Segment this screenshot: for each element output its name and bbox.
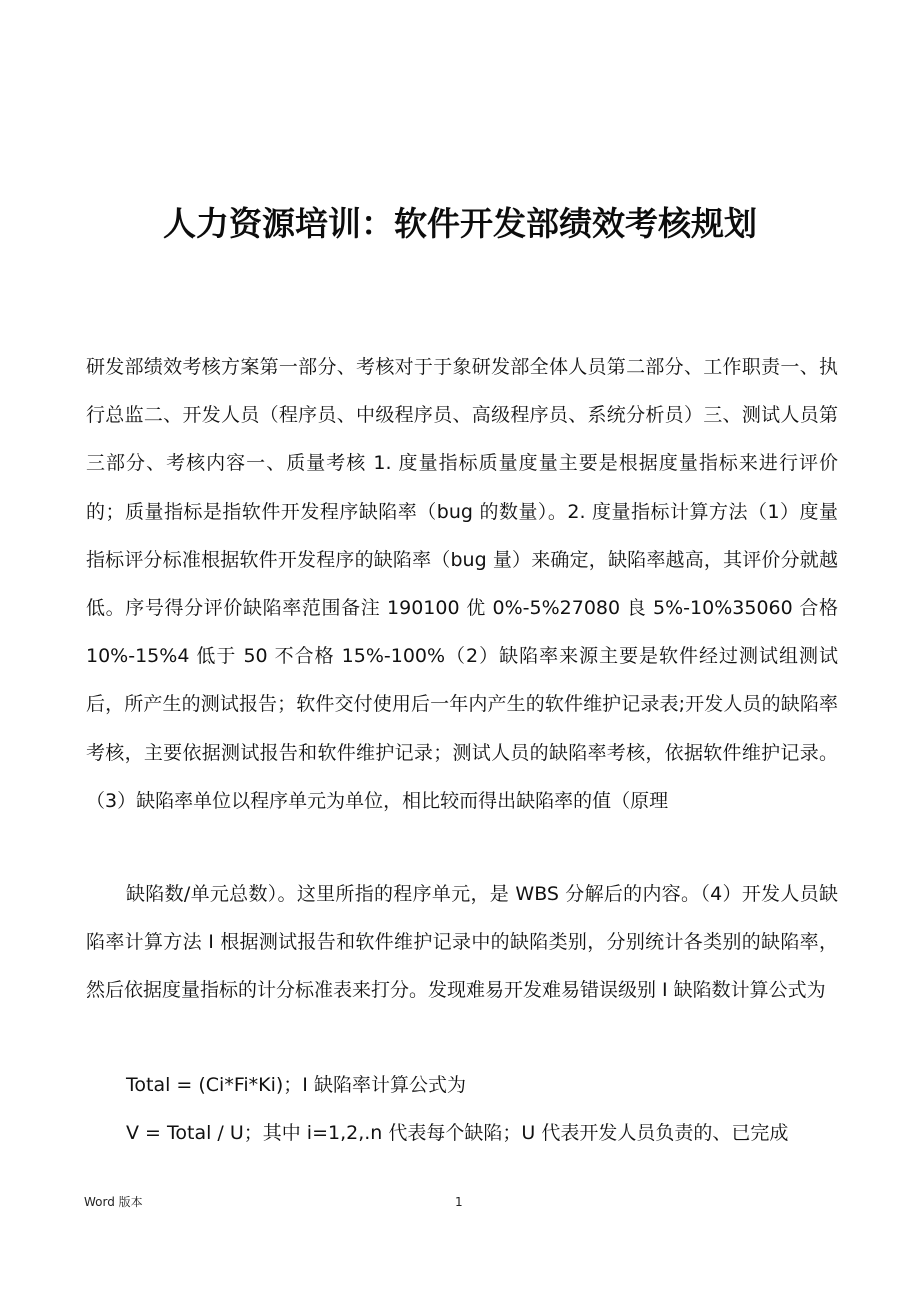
formula-total: Total = (Ci*Fi*Ki)；I 缺陷率计算公式为 [126,1074,466,1096]
footer-version-label: Word 版本 [84,1195,143,1209]
body-paragraph-1: 研发部绩效考核方案第一部分、考核对于于象研发部全体人员第二部分、工作职责一、执行总监二、开发人员（程序员、中级程序员、高级程序员、系统分析员）三、测试人员第三部分、考核内容一、质量考核 1. 度量指标质量度量主要是根据度量指标来进行评价的；质量指标是指软件开发程序缺陷率（bug 的数量）。2. 度量指标计算方法（1）度量指标评分标准根据软件开发程序的缺陷率（bug 量）来确定，缺陷率越高，其评价分就越低。序号得分评价缺陷率范围备注 190100 优 0%-5%27080 良 5%-10%35060 合格 10%-15%4 低于 50 不合格 15%-100%（2）缺陷率来源主要是软件经过测试组测试后，所产生的测试报告；软件交付使用后一年内产生的软件维护记录表;开发人员的缺陷率考核，主要依据测试报告和软件维护记录；测试人员的缺陷率考核，依据软件维护记录。（3）缺陷率单位以程序单元为单位，相比较而得出缺陷率的值（原理 [86,356,838,812]
document-title: 人力资源培训：软件开发部绩效考核规划 [163,204,757,243]
footer-page-number: 1 [455,1195,463,1209]
formula-defect-rate: V = Total / U；其中 i=1,2,.n 代表每个缺陷；U 代表开发人员负责的、已完成 [126,1122,789,1144]
body-paragraph-2: 缺陷数/单元总数）。这里所指的程序单元，是 WBS 分解后的内容。（4）开发人员缺陷率计算方法 I 根据测试报告和软件维护记录中的缺陷类别，分别统计各类别的缺陷率，然后依据度量指标的计分标准表来打分。发现难易开发难易错误级别 I 缺陷数计算公式为 [86,883,838,1002]
